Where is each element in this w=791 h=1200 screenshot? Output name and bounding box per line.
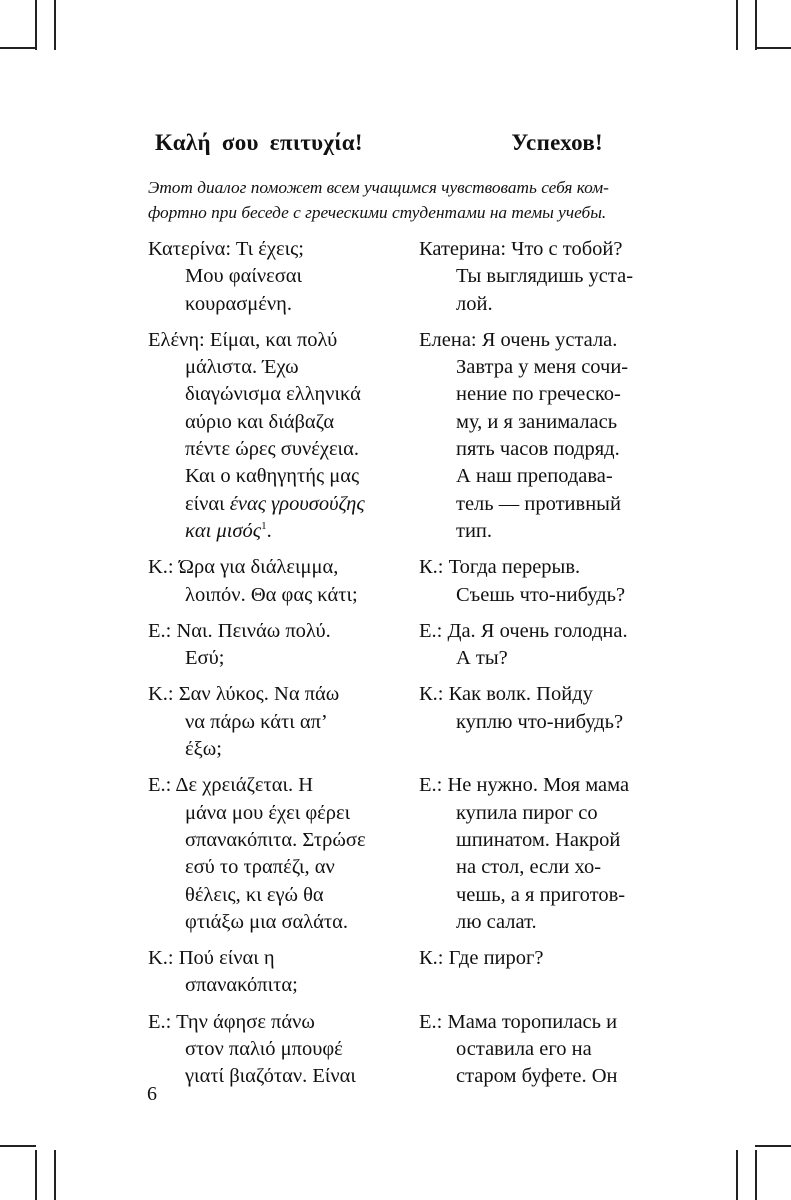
russian-line: пять часов подряд. (456, 438, 620, 461)
greek-line: μάλιστα. Έχω (185, 356, 299, 379)
russian-column (419, 327, 668, 545)
greek-column (148, 945, 419, 1000)
russian-column (419, 945, 668, 1000)
greek-column (148, 236, 419, 318)
greek-italic-phrase: και μισός (185, 519, 262, 542)
crop-mark (755, 0, 757, 50)
greek-line: Κ.: Ώρα για διάλειμμα, (148, 556, 339, 579)
russian-line: чешь, а я приготов- (456, 883, 626, 906)
intro-note (148, 175, 653, 225)
crop-mark (736, 0, 738, 50)
greek-line: θέλεις, κι εγώ θα (185, 883, 324, 906)
greek-line: Ε.: Την άφησε πάνω (148, 1010, 315, 1033)
crop-mark (0, 47, 36, 49)
intro-line: фортно при беседе с греческими студентами на темы учебы. (148, 203, 607, 222)
russian-line: Е.: Да. Я очень голодна. (419, 619, 628, 642)
crop-mark (54, 0, 56, 50)
title-russian: Успехов! (511, 130, 603, 155)
greek-line: αύριο και διάβαζα (185, 410, 335, 433)
russian-column (419, 772, 668, 936)
greek-column (148, 681, 419, 763)
russian-line: Ты выглядишь уста- (456, 265, 634, 288)
russian-line: на стол, если хо- (456, 856, 602, 879)
intro-line: Этот диалог поможет всем учащимся чувствовать себя ком- (148, 178, 609, 197)
greek-line: Ε.: Ναι. Πεινάω πολύ. (148, 619, 331, 642)
dialogue-exchange (148, 327, 668, 545)
russian-line: старом буфете. Он (456, 1065, 618, 1088)
greek-line: έξω; (185, 738, 222, 761)
russian-line: Съешь что-нибудь? (456, 583, 626, 606)
greek-line: Και ο καθηγητής μας (185, 465, 360, 488)
greek-line: κουρασμένη. (185, 292, 293, 315)
russian-column (419, 1009, 668, 1091)
greek-line: να πάρω κάτι απ’ (185, 710, 328, 733)
greek-column (148, 1009, 419, 1091)
greek-line: λοιπόν. Θα φας κάτι; (185, 583, 358, 606)
russian-line: му, и я занималась (456, 410, 618, 433)
russian-line: куплю что-нибудь? (456, 710, 624, 733)
russian-line: оставила его на (456, 1038, 592, 1061)
dialogue-exchange (148, 681, 668, 763)
dialogue-exchange (148, 1009, 668, 1091)
greek-line: πέντε ώρες συνέχεια. (185, 438, 359, 461)
russian-line: К.: Где пирог? (419, 947, 544, 970)
russian-line: К.: Как волк. Пойду (419, 683, 593, 706)
crop-mark (755, 1150, 757, 1200)
crop-mark (755, 47, 791, 49)
greek-line: γιατί βιαζόταν. Είναι (185, 1065, 356, 1088)
greek-line: Ε.: Δε χρειάζεται. Η (148, 774, 314, 797)
greek-column (148, 772, 419, 936)
russian-column (419, 554, 668, 609)
greek-text: είναι (185, 492, 225, 515)
greek-line: εσύ το τραπέζι, αν (185, 856, 335, 879)
russian-line: А ты? (456, 647, 508, 670)
dialogue-exchange (148, 618, 668, 673)
greek-line: Κ.: Σαν λύκος. Να πάω (148, 683, 340, 706)
greek-italic-phrase: ένας γρουσούζης (229, 492, 365, 515)
crop-mark (755, 1145, 791, 1147)
crop-mark (35, 0, 37, 50)
greek-line: φτιάξω μια σαλάτα. (185, 910, 349, 933)
crop-mark (54, 1150, 56, 1200)
section-titles (150, 130, 645, 156)
russian-line: Завтра у меня сочи- (456, 356, 629, 379)
greek-line: Εσύ; (185, 647, 225, 670)
russian-line: тель — противный (456, 492, 621, 515)
footnote-marker: 1 (261, 520, 267, 533)
greek-line: Κατερίνα: Τι έχεις; (148, 238, 304, 260)
greek-column (148, 327, 419, 545)
greek-text: . (266, 519, 272, 542)
russian-line: тип. (456, 519, 493, 542)
greek-line (148, 491, 419, 518)
greek-line: Μου φαίνεσαι (185, 265, 303, 288)
greek-line: στον παλιό μπουφέ (185, 1038, 343, 1061)
russian-line: Катерина: Что с тобой? (419, 238, 623, 260)
page-number: 6 (147, 1083, 157, 1105)
dialogue-exchange (148, 772, 668, 936)
dialogue-exchange (148, 945, 668, 1000)
crop-mark (0, 1145, 36, 1147)
greek-column (148, 554, 419, 609)
russian-line: К.: Тогда перерыв. (419, 556, 581, 579)
russian-column (419, 236, 668, 318)
title-greek: Καλή σου επιτυχία! (155, 130, 363, 155)
greek-column (148, 618, 419, 673)
greek-line: σπανακόπιτα; (185, 974, 298, 997)
greek-line: διαγώνισμα ελληνικά (185, 383, 361, 406)
dialogue-exchange (148, 554, 668, 609)
russian-line: А наш преподава- (456, 465, 613, 488)
dialogue (148, 236, 668, 1100)
russian-line: Е.: Не нужно. Моя мама (419, 774, 630, 797)
russian-line: купила пирог со (456, 801, 598, 824)
russian-column (419, 681, 668, 763)
russian-line: лю салат. (456, 910, 537, 933)
dialogue-exchange (148, 236, 668, 318)
russian-line: Е.: Мама торопилась и (419, 1010, 618, 1033)
greek-line: μάνα μου έχει φέρει (185, 801, 351, 824)
greek-line: Κ.: Πού είναι η (148, 947, 275, 970)
crop-mark (35, 1150, 37, 1200)
russian-line: лой. (456, 292, 493, 315)
crop-mark (736, 1150, 738, 1200)
greek-line: Ελένη: Είμαι, και πολύ (148, 328, 338, 351)
greek-line: σπανακόπιτα. Στρώσε (185, 828, 366, 851)
russian-line: шпинатом. Накрой (456, 828, 621, 851)
russian-line: Елена: Я очень устала. (419, 328, 618, 351)
russian-column (419, 618, 668, 673)
russian-line: нение по греческо- (456, 383, 621, 406)
greek-line (148, 518, 419, 545)
